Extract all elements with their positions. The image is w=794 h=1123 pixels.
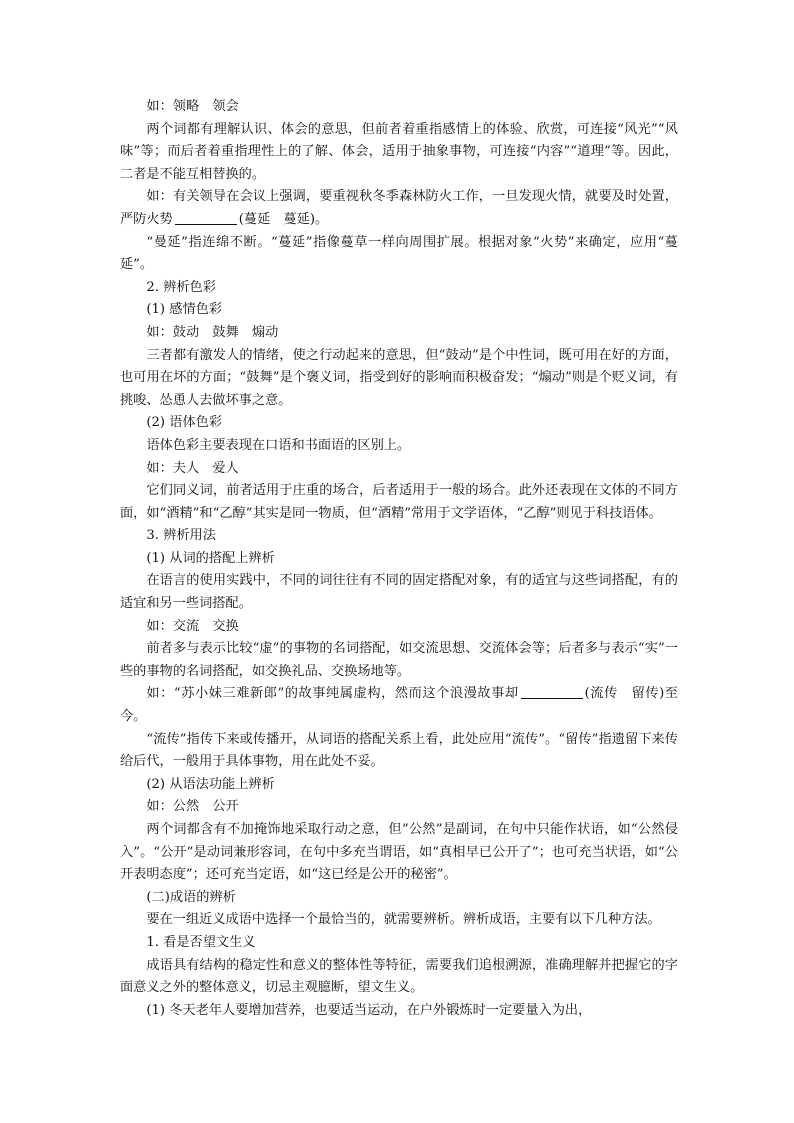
subsection-heading: (2) 语体色彩 xyxy=(146,415,223,431)
sentence-text: 如：“苏小妹三难新郎”的故事纯属虚构，然而这个浪漫故事却 xyxy=(146,686,519,702)
paragraph: 语体色彩主要表现在口语和书面语的区别上。 xyxy=(146,437,411,453)
paragraph: 成语具有结构的稳定性和意义的整体性等特征，需要我们追根溯源，准确理解并把握它的字面意义之外的整体意义，切忌主观臆断，望文生义。 xyxy=(120,957,678,996)
answer-blank[interactable] xyxy=(521,684,583,699)
paragraph: “曼延”指连绵不断。“蔓延”指像蔓草一样向周围扩展。根据对象“火势”来确定，应用“蔓延”。 xyxy=(120,234,678,273)
section-heading: 3. 辨析用法 xyxy=(146,528,216,544)
subsection-heading: (1) 从词的搭配上辨析 xyxy=(146,550,275,566)
document-page xyxy=(120,96,678,1022)
sentence-text: 如：有关领导在会议上强调，要重视秋冬季森林防火工作，一旦发现火情，就要及时处置，严防火势 xyxy=(120,189,678,227)
section-heading: 2. 辨析色彩 xyxy=(146,279,216,295)
paragraph: 要在一组近义成语中选择一个最恰当的，就需要辨析。辨析成语，主要有以下几种方法。 xyxy=(146,912,661,928)
fill-in-sentence xyxy=(120,683,678,728)
paragraph: 在语言的使用实践中，不同的词往往有不同的固定搭配对象，有的适宜与这些词搭配，有的适宜和另一些词搭配。 xyxy=(120,573,678,612)
sentence-options: (流传 留传)至今。 xyxy=(120,686,678,725)
section-heading: 1. 看是否望文生义 xyxy=(146,934,256,950)
paragraph: 前者多与表示比较“虚”的事物的名词搭配，如交流思想、交流体会等；后者多与表示“实”一些的事物的名词搭配，如交换礼品、交换场地等。 xyxy=(120,641,678,679)
subsection-heading: (1) 感情色彩 xyxy=(146,302,223,318)
paragraph: (1) 冬天老年人要增加营养，也要适当运动，在户外锻炼时一定要量入为出， xyxy=(146,1002,592,1018)
answer-blank[interactable] xyxy=(175,210,237,225)
sentence-options: (蔓延 蔓延)。 xyxy=(238,211,329,227)
example-line: 如：夫人 爱人 xyxy=(146,460,239,476)
paragraph: 两个词都有理解认识、体会的意思，但前者着重指感情上的体验、欣赏，可连接“风光”“风味”等；而后者着重指理性上的了解、体会，适用于抽象事物，可连接“内容”“道理”等。因此，二者是不能互相替换的。 xyxy=(120,121,678,182)
subsection-heading: (2) 从语法功能上辨析 xyxy=(146,776,275,792)
example-line: 如：领略 领会 xyxy=(146,99,239,114)
fill-in-sentence xyxy=(120,186,678,231)
paragraph: 三者都有激发人的情绪，使之行动起来的意思，但“鼓动”是个中性词，既可用在好的方面，也可用在坏的方面；“鼓舞”是个褒义词，指受到好的影响而积极奋发；“煽动”则是个贬义词，有挑唆、怂恿人去做坏事之意。 xyxy=(120,347,678,408)
paragraph: 两个词都含有不加掩饰地采取行动之意，但“公然”是副词，在句中只能作状语，如“公然侵入”。“公开”是动词兼形容词，在句中多充当谓语，如“真相早已公开了”；也可充当状语，如“公开表明态度”；还可充当定语，如“这已经是公开的秘密”。 xyxy=(120,822,678,883)
paragraph: “流传”指传下来或传播开，从词语的搭配关系上看，此处应用“流传”。“留传”指遗留下来传给后代，一般用于具体事物，用在此处不妥。 xyxy=(120,731,678,770)
example-line: 如：交流 交换 xyxy=(146,618,239,634)
example-line: 如：鼓动 鼓舞 煽动 xyxy=(146,324,279,340)
example-line: 如：公然 公开 xyxy=(146,799,239,815)
section-heading: (二)成语的辨析 xyxy=(146,889,236,905)
paragraph: 它们同义词，前者适用于庄重的场合，后者适用于一般的场合。此外还表现在文体的不同方面，如“酒精”和“乙醇”其实是同一物质，但“酒精”常用于文学语体，“乙醇”则见于科技语体。 xyxy=(120,483,678,521)
